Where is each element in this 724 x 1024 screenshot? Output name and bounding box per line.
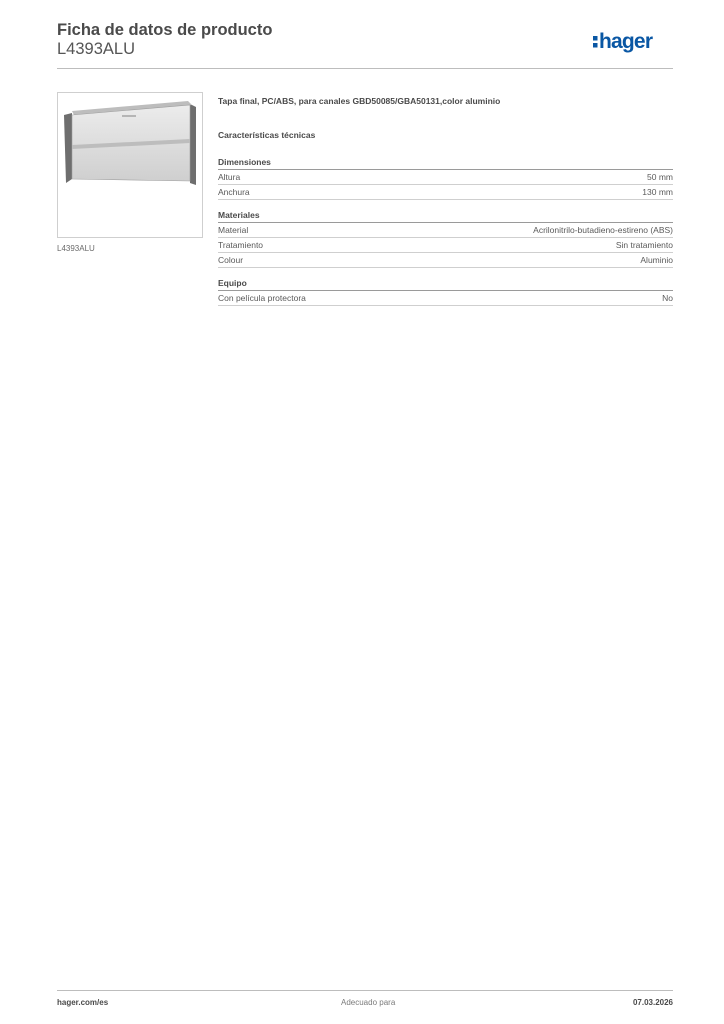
section-title: Materiales [218,209,673,223]
spec-label: Con película protectora [218,293,306,303]
spec-row [218,291,673,306]
section-title: Dimensiones [218,156,673,170]
footer-middle-text: Adecuado para [341,998,396,1007]
spec-value: 50 mm [647,172,673,182]
spec-row [218,185,673,200]
cap-left-flange [64,113,72,183]
spec-row [218,170,673,185]
spec-value: Sin tratamiento [615,240,673,250]
cap-mark [122,115,136,117]
footer-date: 07.03.2026 [632,998,673,1007]
spec-value: Aluminio [640,255,673,265]
spec-label: Colour [218,255,244,265]
hager-logo [593,27,673,57]
page-title: Ficha de datos de producto [57,21,273,39]
section-materiales [218,209,673,268]
tech-title: Características técnicas [218,130,316,140]
product-image [57,92,203,238]
section-dimensiones [218,156,673,200]
logo-dot-top [593,36,598,41]
spec-label: Altura [218,172,241,182]
product-description: Tapa final, PC/ABS, para canales GBD50085/GBA50131,color aluminio [218,96,501,106]
spec-label: Material [218,225,249,235]
spec-value: Acrilonitrilo-butadieno-estireno (ABS) [533,225,673,235]
spec-value: 130 mm [642,187,673,197]
spec-row [218,253,673,268]
image-caption: L4393ALU [57,244,95,253]
logo-text: hager [599,30,653,53]
spec-value: No [662,293,673,303]
header-divider [57,68,673,69]
spec-row [218,238,673,253]
section-equipo [218,277,673,306]
product-drawing [58,93,202,237]
spec-label: Tratamiento [218,240,264,250]
footer-website-link[interactable]: hager.com/es [57,998,109,1007]
footer-divider [57,990,673,991]
product-code: L4393ALU [57,40,135,58]
spec-row [218,223,673,238]
section-title: Equipo [218,277,673,291]
spec-label: Anchura [218,187,250,197]
logo-dot-bottom [593,43,598,48]
